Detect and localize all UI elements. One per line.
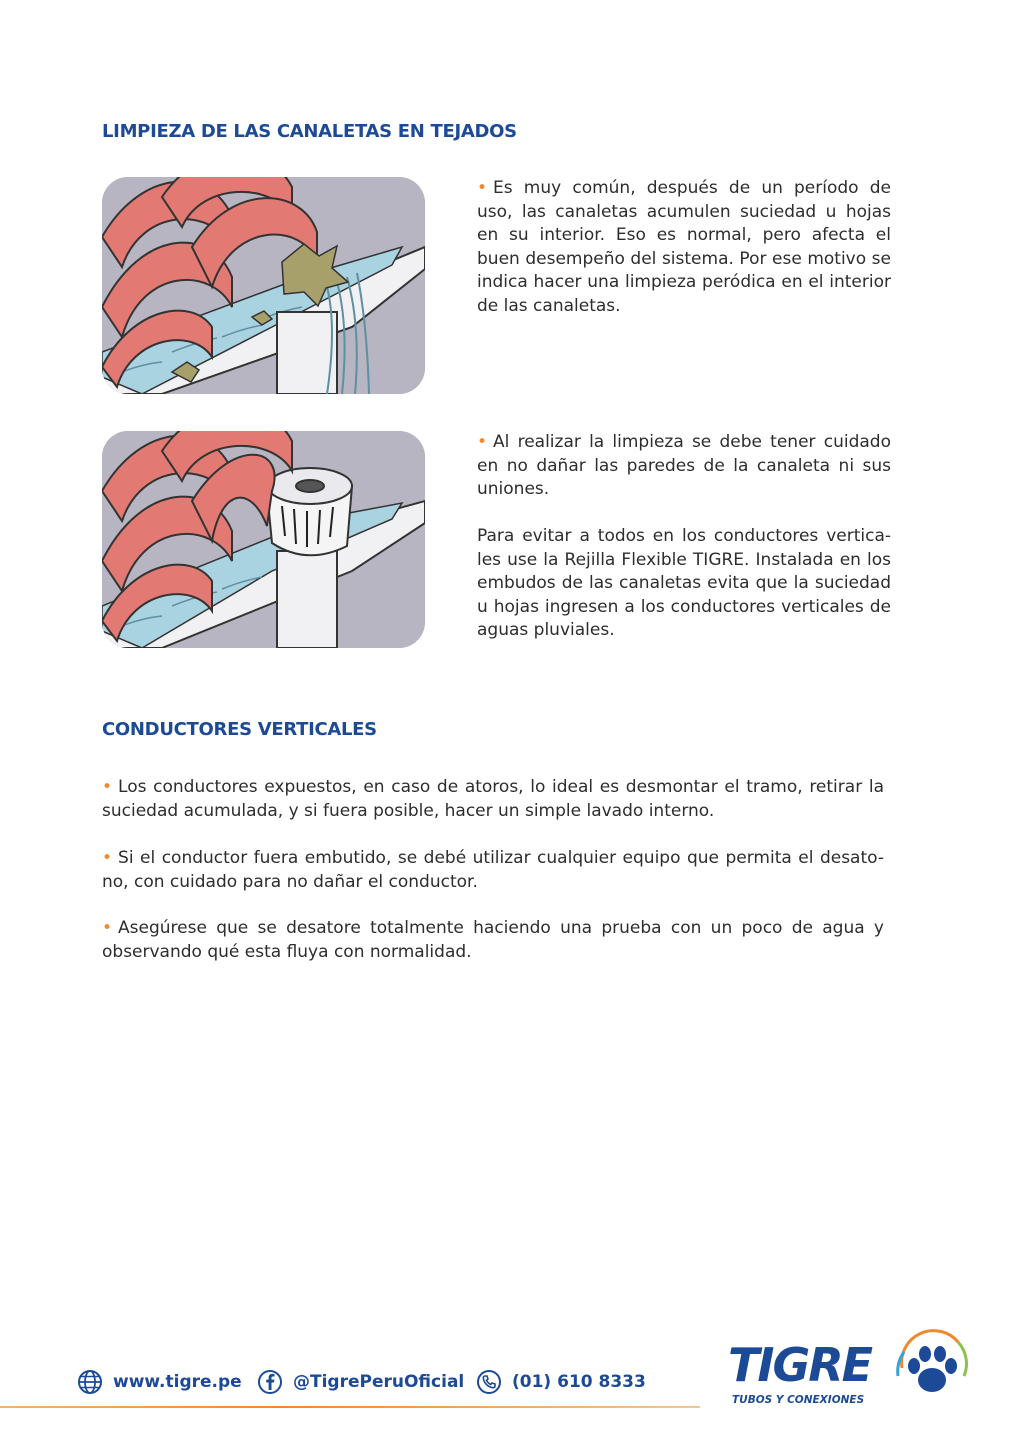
footer-facebook-label: @TigrePeruOficial (293, 1372, 465, 1392)
section-title-limpieza: LIMPIEZA DE LAS CANALETAS EN TEJADOS (102, 121, 517, 142)
paragraph-cleaning-intro: • Es muy común, después de un período de uso, las canaletas acumulen suciedad u hojas en su interior. Eso es normal, pero afecta el buen desempeño del sistema. Por ese motivo se indica hacer una limpieza peródica en el interior de las canaletas. (477, 178, 891, 316)
paw-icon (894, 1328, 968, 1408)
footer-website-link[interactable] (77, 1365, 242, 1399)
footer-website-label: www.tigre.pe (113, 1372, 242, 1392)
footer-phone-link[interactable] (476, 1365, 646, 1399)
list-item: • Si el conductor fuera embutido, se debé utilizar cualquier equipo que permita el desato-no, con cuidado para no dañar el conductor. (102, 848, 884, 892)
bullet-marker: • (477, 432, 488, 452)
logo-tagline: TUBOS Y CONEXIONES (732, 1394, 865, 1406)
facebook-icon (257, 1369, 283, 1395)
footer-facebook-link[interactable] (257, 1365, 464, 1399)
gutter-strainer-illustration (102, 431, 425, 648)
footer-divider (0, 1406, 700, 1408)
phone-icon (476, 1369, 502, 1395)
paragraph-cleaning-care: • Al realizar la limpieza se debe tener cuidado en no dañar las paredes de la canaleta ni sus uniones. (477, 432, 891, 499)
logo-wordmark: TIGRE (728, 1338, 872, 1392)
list-item: • Asegúrese que se desatore totalmente haciendo una prueba con un poco de agua y observando qué esta fluya con normalidad. (102, 918, 884, 962)
bullet-marker: • (102, 777, 113, 797)
footer-phone-label: (01) 610 8333 (512, 1372, 646, 1392)
bullet-marker: • (102, 848, 113, 868)
section-title-conductores: CONDUCTORES VERTICALES (102, 719, 377, 740)
bullet-marker: • (102, 918, 113, 938)
globe-icon (77, 1369, 103, 1395)
tigre-logo (728, 1328, 968, 1428)
paragraph-strainer-info: Para evitar a todos en los conductores vertica-les use la Rejilla Flexible TIGRE. Instalada en los embudos de las canaletas evita que la suciedad u hojas ingresen a los conductores verticales de aguas pluviales. (477, 526, 891, 640)
list-item: • Los conductores expuestos, en caso de atoros, lo ideal es desmontar el tramo, retirar la suciedad acumulada, y si fuera posible, hacer un simple lavado interno. (102, 777, 884, 821)
bullet-marker: • (477, 178, 488, 198)
gutter-leaves-illustration (102, 177, 425, 394)
